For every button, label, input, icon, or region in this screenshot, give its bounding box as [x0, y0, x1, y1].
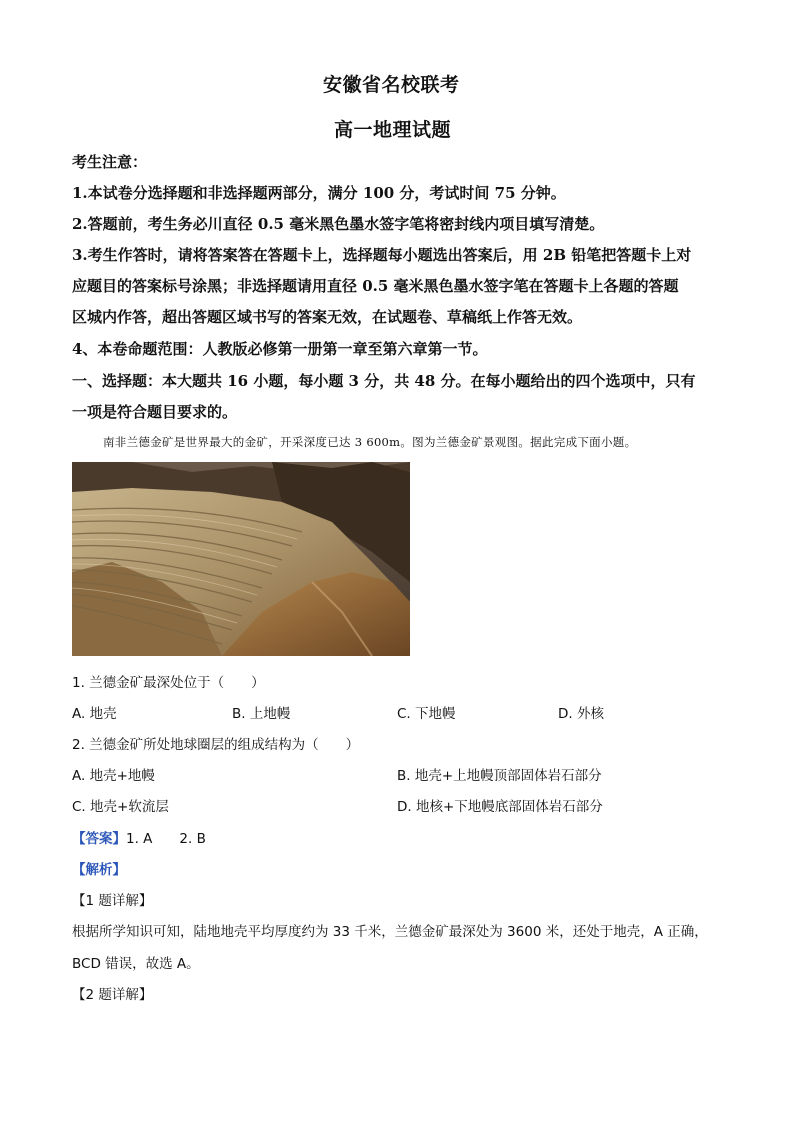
question-2-option-c[interactable]: C. 地壳+软流层 [72, 799, 169, 815]
detail-1-line-1: 根据所学知识可知，陆地地壳平均厚度约为 33 千米，兰德金矿最深处为 3600 米，还处于地壳，A 正确， [72, 924, 708, 940]
answer-text: 1. A 2. B [126, 831, 206, 847]
detail-1-label: 【1 题详解】 [72, 893, 153, 909]
notice-item-3-line-2: 应题目的答案标号涂黑；非选择题请用直径 0.5 毫米黑色墨水签字笔在答题卡上各题的答题 [72, 277, 679, 295]
exam-title: 安徽省名校联考 [323, 74, 460, 96]
notice-item-3-line-3: 区城内作答，超出答题区域书写的答案无效，在试题卷、草稿纸上作答无效。 [72, 308, 583, 326]
notice-item-1: 1.本试卷分选择题和非选择题两部分，满分 100 分，考试时间 75 分钟。 [72, 184, 566, 202]
question-intro: 南非兰德金矿是世界最大的金矿，开采深度已达 3 600m。图为兰德金矿景观图。据此完成下面小题。 [103, 435, 637, 449]
exam-subtitle: 高一地理试题 [334, 119, 452, 141]
notice-item-2: 2.答题前，考生务必川直径 0.5 毫米黑色墨水签字笔将密封线内项目填写清楚。 [72, 215, 605, 233]
notice-item-3-line-1: 3.考生作答时，请将答案答在答题卡上，选择题每小题选出答案后，用 2B 铅笔把答题卡上对 [72, 246, 692, 264]
analysis-label: 【解析】 [72, 862, 126, 878]
answer-label: 【答案】 [72, 831, 126, 847]
detail-1-line-2: BCD 错误，故选 A。 [72, 956, 200, 972]
question-1-option-a[interactable]: A. 地壳 [72, 706, 117, 722]
gold-mine-photo [72, 462, 410, 656]
question-1-option-b[interactable]: B. 上地幔 [232, 706, 291, 722]
question-2-option-d[interactable]: D. 地核+下地幔底部固体岩石部分 [397, 799, 603, 815]
notice-item-4: 4、本卷命题范围：人教版必修第一册第一章至第六章第一节。 [72, 340, 488, 358]
section-heading-line-1: 一、选择题：本大题共 16 小题，每小题 3 分，共 48 分。在每小题给出的四个选项中，只有 [72, 372, 696, 390]
question-2-option-b[interactable]: B. 地壳+上地幔顶部固体岩石部分 [397, 768, 602, 784]
question-1-option-d[interactable]: D. 外核 [558, 706, 604, 722]
question-2-option-a[interactable]: A. 地壳+地幔 [72, 768, 155, 784]
section-heading-line-2: 一项是符合题目要求的。 [72, 403, 238, 421]
notice-heading: 考生注意： [72, 153, 148, 171]
question-1-stem: 1. 兰德金矿最深处位于（ ） [72, 675, 265, 691]
answer-line [72, 827, 206, 847]
question-1-option-c[interactable]: C. 下地幔 [397, 706, 456, 722]
question-2-stem: 2. 兰德金矿所处地球圈层的组成结构为（ ） [72, 737, 360, 753]
detail-2-label: 【2 题详解】 [72, 987, 153, 1003]
